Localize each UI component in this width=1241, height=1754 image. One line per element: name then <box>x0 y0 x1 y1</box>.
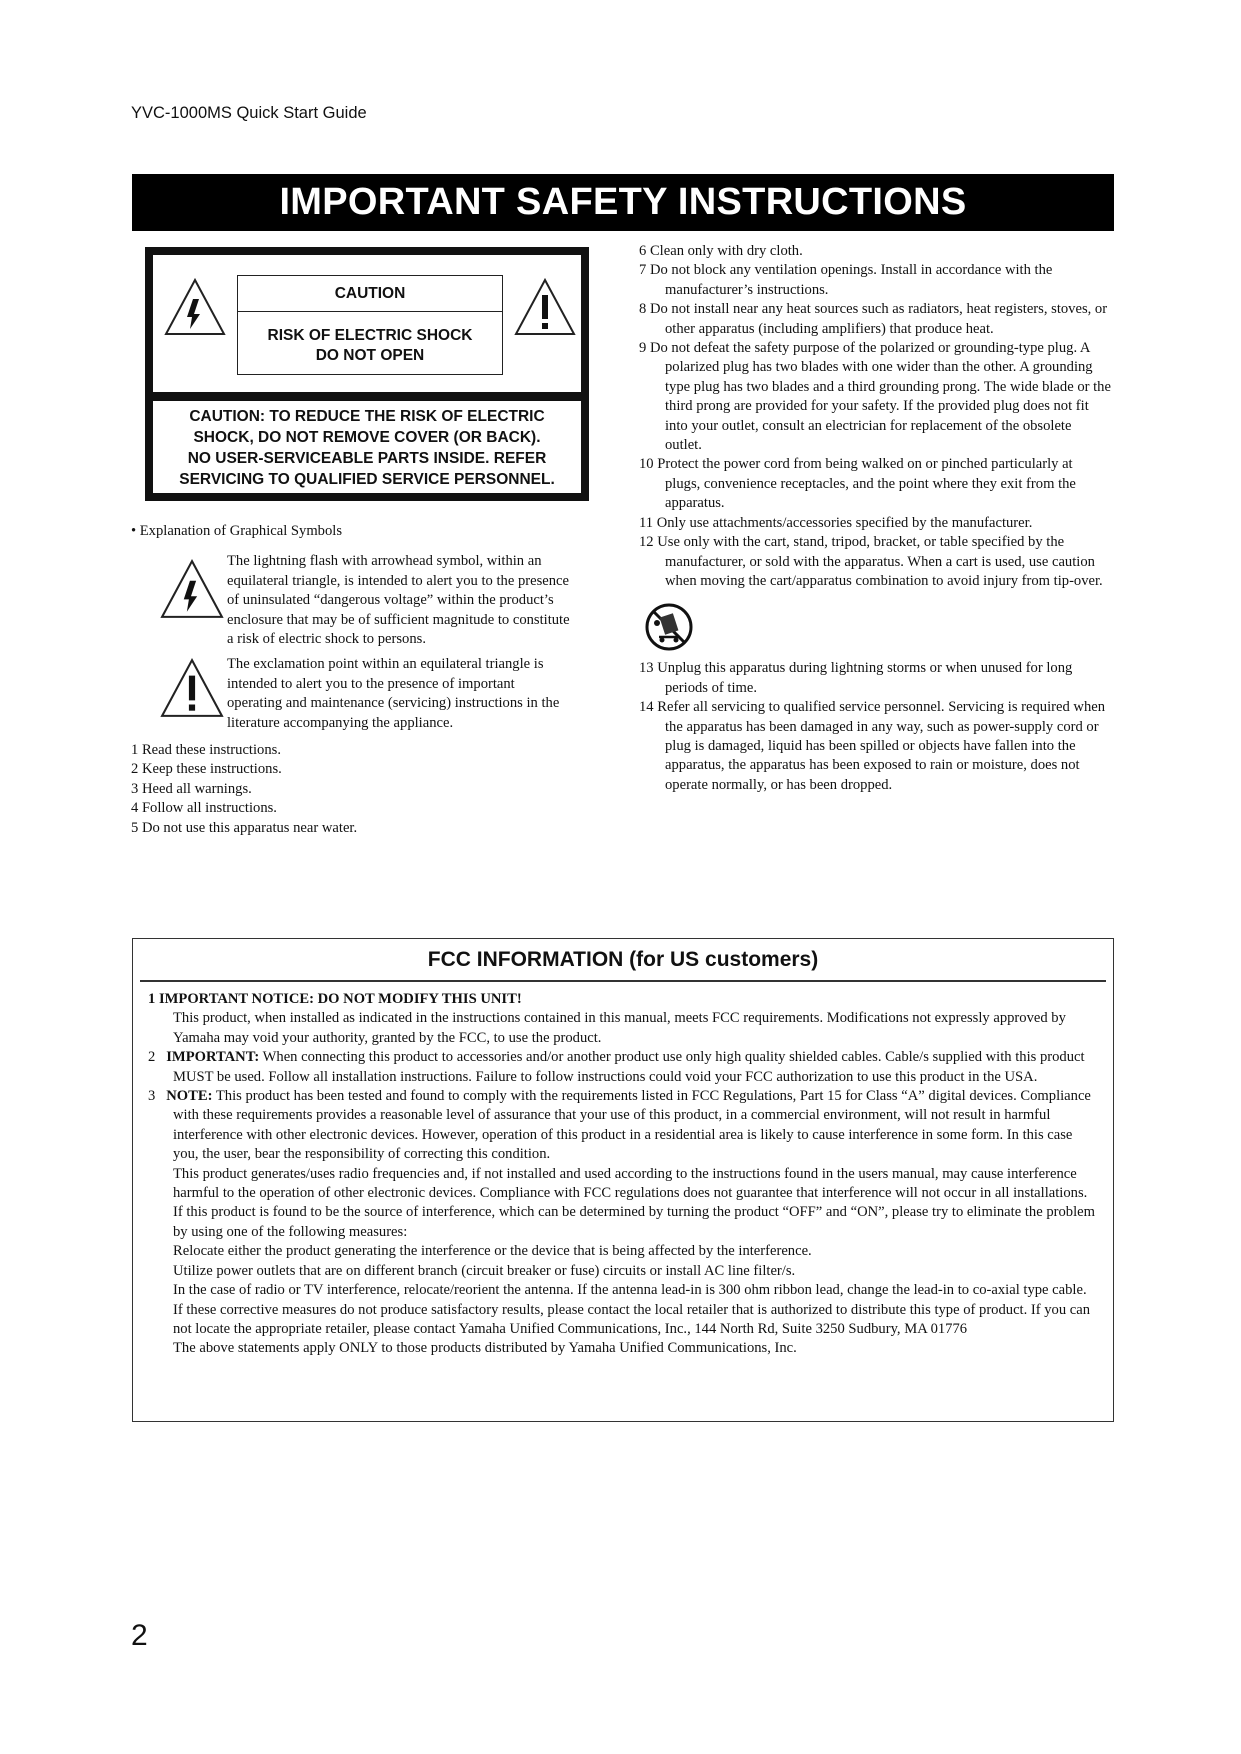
fcc-item-number: 2 <box>148 1049 156 1066</box>
list-item: 12 Use only with the cart, stand, tripod, bracket, or table specified by the manufacturer, or sold with the apparatus. When a cart is used, use caution when moving the cart/apparatus combination to avoid injury from tip-over. <box>639 534 1103 589</box>
list-item: 3 Heed all warnings. <box>131 780 252 797</box>
caution-divider <box>238 311 502 312</box>
list-item: 7 Do not block any ventilation openings. Install in accordance with the manufacturer’s instructions. <box>639 262 1053 298</box>
fcc-item-text: This product has been tested and found to comply with the requirements listed in FCC Regulations, Part 15 for Class “A” digital devices. Compliance with these requirements provides a reasonable level of assurance that your use of this product, in a commercial environment, will not result in harmful interference with other electronic devices. However, operation of this product in a residential area is likely to cause interference in some form. In this case you, the user, bear the responsibility of correcting this condition. <box>173 1088 1091 1163</box>
fcc-item-number: 3 <box>148 1088 156 1105</box>
exclamation-symbol-text: The exclamation point within an equilateral triangle is intended to alert you to the presence of important operating and maintenance (servicing) instructions in the literature accompanying the appliance. <box>227 656 560 731</box>
caution-heading: CAUTION <box>334 285 406 302</box>
caution-center-panel <box>237 275 503 375</box>
fcc-paragraph: The above statements apply ONLY to those products distributed by Yamaha Unified Communications, Inc. <box>173 1340 797 1357</box>
caution-label <box>145 247 589 501</box>
caution-warning-line: SERVICING TO QUALIFIED SERVICE PERSONNEL. <box>179 471 555 488</box>
caution-label-top <box>153 255 581 392</box>
fcc-paragraph: Relocate either the product generating the interference or the device that is being affected by the interference. <box>173 1243 812 1260</box>
safety-title: IMPORTANT SAFETY INSTRUCTIONS <box>132 174 1114 231</box>
fcc-paragraph: Utilize power outlets that are on different branch (circuit breaker or fuse) circuits or install AC line filter/s. <box>173 1262 796 1279</box>
exclamation-warning-icon <box>159 657 225 719</box>
fcc-item-2 <box>148 1048 1096 1087</box>
caution-warning-line: CAUTION: TO REDUCE THE RISK OF ELECTRIC <box>189 408 545 425</box>
exclamation-symbol-explanation <box>131 655 571 733</box>
left-column <box>131 522 571 838</box>
fcc-paragraph: This product generates/uses radio frequencies and, if not installed and used according to the instructions found in the users manual, may cause interference harmful to the operation of other electronic devices. Compliance with FCC regulations does not guarantee that interference will not occur in all installations. If this product is found to be the source of interference, which can be determined by turning the product “OFF” and “ON”, please try to eliminate the problem by using one of the following measures: <box>173 1165 1095 1240</box>
document-header: YVC-1000MS Quick Start Guide <box>131 104 367 122</box>
caution-risk-text <box>238 326 502 366</box>
list-item: 1 Read these instructions. <box>131 742 281 759</box>
fcc-paragraph: In the case of radio or TV interference, relocate/reorient the antenna. If the antenna lead-in is 300 ohm ribbon lead, change the lead-in to co-axial type cable. <box>173 1282 1087 1299</box>
fcc-title: FCC INFORMATION (for US customers) <box>427 948 819 971</box>
fcc-item-3 <box>148 1087 1096 1165</box>
list-item: 10 Protect the power cord from being walked on or pinched particularly at plugs, convenience receptacles, and the point where they exit from the apparatus. <box>639 456 1076 512</box>
fcc-item-1 <box>148 990 1096 1009</box>
symbols-heading: • Explanation of Graphical Symbols <box>131 523 343 539</box>
fcc-paragraph: This product, when installed as indicated in the instructions contained in this manual, meets FCC requirements. Modifications not expressly approved by Yamaha may void your authority, granted by the FCC, to use the product. <box>173 1010 1066 1046</box>
fcc-item-label: NOTE: <box>166 1088 213 1105</box>
page-number: 2 <box>131 1619 148 1652</box>
fcc-body <box>148 990 1096 1359</box>
fcc-item-text: When connecting this product to accessories and/or another product use only high quality shielded cables. Cable/s supplied with this product MUST be used. Follow all installation instructions. Failure to follow instructions could void your FCC authorization to use this product in the USA. <box>173 1049 1085 1085</box>
list-item: 13 Unplug this apparatus during lightning storms or when unused for long periods of time. <box>639 660 1073 696</box>
list-item: 6 Clean only with dry cloth. <box>639 243 803 259</box>
list-item: 8 Do not install near any heat sources such as radiators, heat registers, stoves, or other apparatus (including amplifiers) that produce heat. <box>639 301 1108 337</box>
list-item: 9 Do not defeat the safety purpose of the polarized or grounding-type plug. A polarized plug has two blades with one wider than the other. A grounding type plug has two blades and a third grounding prong. The wide blade or the third prong are provided for your safety. If the provided plug does not fit into your outlet, consult an electrician for replacement of the obsolete outlet. <box>639 340 1111 454</box>
lightning-symbol-explanation <box>131 552 571 649</box>
caution-warning-line: SHOCK, DO NOT REMOVE COVER (OR BACK). <box>193 429 541 446</box>
list-item: 5 Do not use this apparatus near water. <box>131 819 358 836</box>
caution-risk-line: RISK OF ELECTRIC SHOCK <box>267 327 473 344</box>
cart-tipover-icon <box>645 603 693 651</box>
caution-warning-line: NO USER-SERVICEABLE PARTS INSIDE. REFER <box>187 450 547 467</box>
caution-risk-line: DO NOT OPEN <box>315 347 425 364</box>
fcc-information-box <box>132 938 1114 1422</box>
list-item: 2 Keep these instructions. <box>131 761 282 778</box>
caution-warning-text <box>153 401 581 493</box>
right-column <box>639 242 1111 795</box>
list-item: 4 Follow all instructions. <box>131 800 277 817</box>
lightning-symbol-text: The lightning flash with arrowhead symbol, within an equilateral triangle, is intended to alert you to the presence of uninsulated “dangerous voltage” within the product’s enclosure that may be of sufficient magnitude to constitute a risk of electric shock to persons. <box>227 553 570 648</box>
lightning-warning-icon <box>159 558 225 620</box>
fcc-title-rule <box>140 980 1106 982</box>
list-item: 11 Only use attachments/accessories specified by the manufacturer. <box>639 514 1033 531</box>
exclamation-warning-icon <box>513 277 577 337</box>
lightning-warning-icon <box>163 277 227 337</box>
list-item: 14 Refer all servicing to qualified service personnel. Servicing is required when the apparatus has been damaged in any way, such as power-supply cord or plug is damaged, liquid has been spilled or objects have fallen into the apparatus, the apparatus has been exposed to rain or moisture, does not operate normally, or has been dropped. <box>639 699 1106 793</box>
safety-list-left <box>131 741 571 838</box>
fcc-item-label: 1 IMPORTANT NOTICE: DO NOT MODIFY THIS UNIT! <box>148 991 522 1007</box>
fcc-item-label: IMPORTANT: <box>166 1049 260 1066</box>
fcc-paragraph: If these corrective measures do not produce satisfactory results, please contact the local retailer that is authorized to distribute this type of product. If you can not locate the appropriate retailer, please contact Yamaha Unified Communications, Inc., 144 North Rd, Suite 3250 Sudbury, MA 01776 <box>173 1301 1091 1337</box>
